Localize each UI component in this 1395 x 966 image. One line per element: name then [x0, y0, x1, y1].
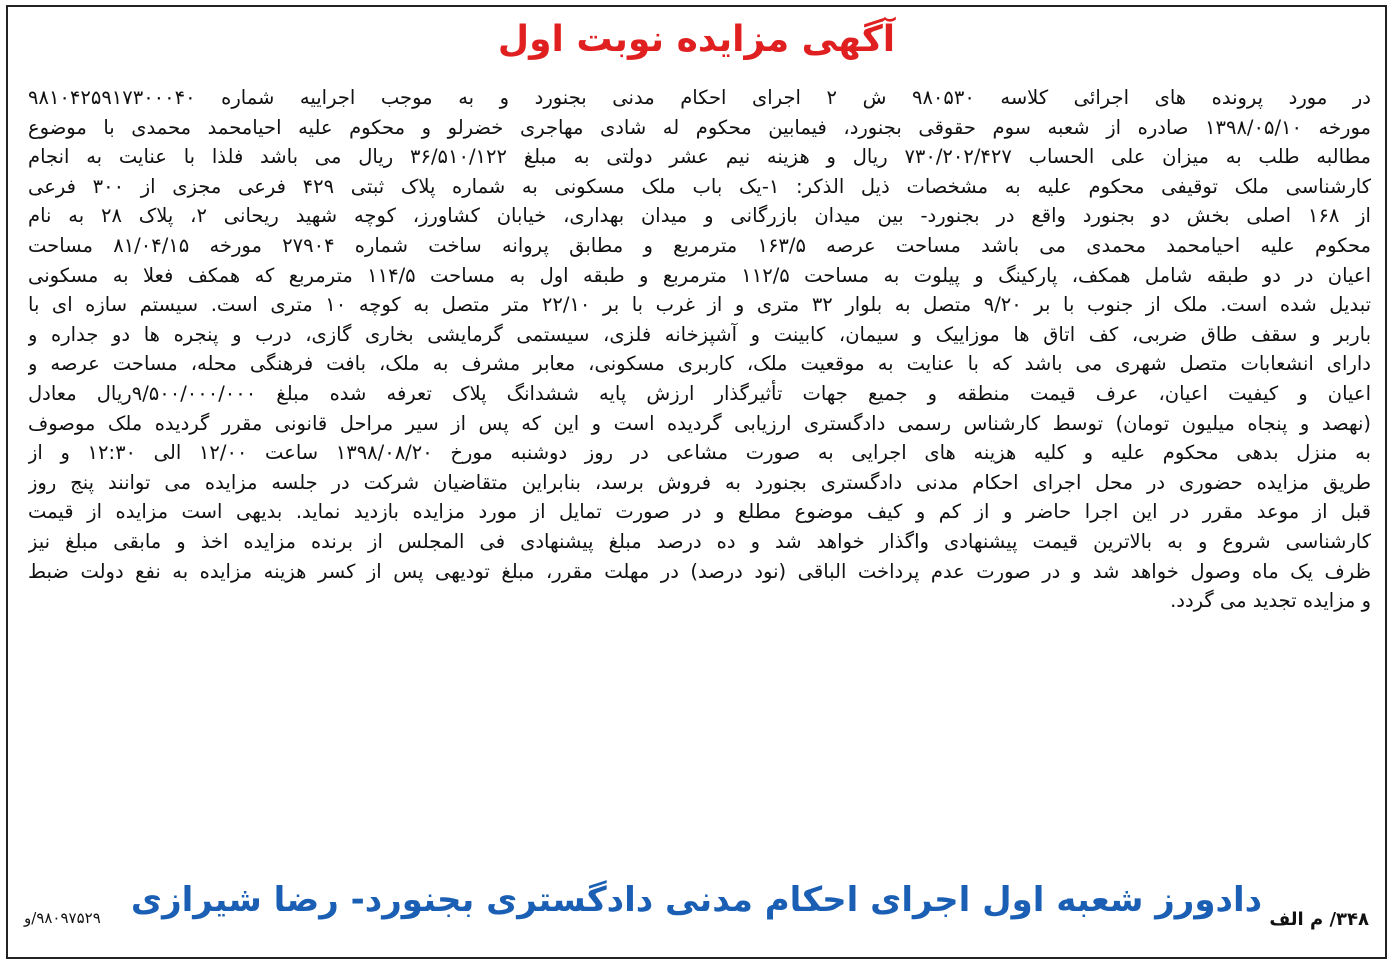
body-line: مورخه ۱۳۹۸/۰۵/۱۰ صادره از شعبه سوم حقوقی بجنورد، فیمابین محکوم له شادی مهاجری خضرلو و محکوم علیه احیامحمد محمدی با موضوع	[28, 115, 1371, 139]
body-line: اعیان و کیفیت اعیان، عرف قیمت منطقه و جمیع جهات تأثیرگذار ارزش پایه ششدانگ پلاک تعرفه شده مبلغ ۹/۵۰۰/۰۰۰/۰۰۰ریال معادل	[28, 381, 1371, 405]
body-line: مطالبه طلب به میزان علی الحساب ۷۳۰/۲۰۲/۴۲۷ ریال و هزینه نیم عشر دولتی به مبلغ ۳۶/۵۱۰/۱۲۲ ریال می باشد فلذا با عنایت به انجام	[28, 145, 1371, 169]
auction-notice	[6, 5, 1387, 959]
body-line: تبدیل شده است. ملک از جنوب با بر ۹/۲۰ متصل به بلوار ۳۲ متری و از غرب با بر ۲۲/۱۰ متر متصل به کوچه ۱۰ متری است. سیستم سازه ای با	[28, 293, 1371, 317]
body-line: به منزل بدهی محکوم علیه و کلیه هزینه های اجرایی به صورت مشاعی در روز دوشنبه مورخ ۱۳۹۸/۰۸/۲۰ ساعت ۱۲/۰۰ الی ۱۲:۳۰ و از	[28, 441, 1371, 465]
body-line: دارای انشعابات متصل شهری می باشد که با عنایت به موقعیت ملک، کاربری مسکونی، معابر مشرف به ملک، بافت فرهنگی محله، مساحت عرصه و	[28, 352, 1371, 376]
body-line: کارشناسی شروع و به بالاترین قیمت پیشنهادی واگذار خواهد شد و ده درصد مبلغ پیشنهادی فی المجلس از برنده مزایده اخذ و مابقی مبلغ نیز	[28, 529, 1371, 553]
body-line: ظرف یک ماه وصول خواهد شد و در صورت عدم پرداخت الباقی (نود درصد) در مهلت مقرر، مبلغ تودیهی پس از کسر هزینه مزایده به نفع دولت ضبط	[28, 559, 1371, 583]
body-line: از ۱۶۸ اصلی بخش دو بجنورد واقع در بجنورد- بین میدان بازرگانی و میدان بهداری، خیابان کشاورز، کوچه شهید ریحانی ۲، پلاک ۲۸ به نام	[28, 204, 1371, 228]
reference-number: ۳۴۸/ م الف	[1269, 909, 1369, 930]
body-line: باربر و سقف طاق ضربی، کف اتاق ها موزاییک و سیمان، کابینت و آشپزخانه فلزی، سیستمی گرمایشی بخاری گازی، درب و پنجره ها دو جداره و	[28, 322, 1371, 346]
notice-body	[28, 83, 1371, 616]
print-code: ۹۸۰۹۷۵۲۹/و	[24, 909, 101, 927]
body-line: و مزایده تجدید می گردد.	[1170, 589, 1371, 613]
body-line: قبل از موعد مقرر در این اجرا حاضر و از کم و کیف موضوع مطلع و در صورت تمایل از مورد مزایده بازدید نماید. بدیهی است مزایده از قیمت	[28, 500, 1371, 524]
body-line: محکوم علیه احیامحمد محمدی می باشد مساحت عرصه ۱۶۳/۵ مترمربع و مطابق پروانه ساخت شماره ۲۷۹۰۴ مورخه ۸۱/۰۴/۱۵ مساحت	[28, 233, 1371, 257]
body-line: طریق مزایده حضوری در محل اجرای احکام مدنی دادگستری بجنورد به فروش برسد، بنابراین متقاضیان شرکت در جلسه مزایده می توانند پنج روز	[28, 470, 1371, 494]
body-line: کارشناسی ملک توقیفی محکوم علیه به مشخصات ذیل الذکر: ۱-یک باب ملک مسکونی به شماره پلاک ثبتی ۴۲۹ فرعی مجزی از ۳۰۰ فرعی	[28, 174, 1371, 198]
signature: دادورز شعبه اول اجرای احکام مدنی دادگستری بجنورد- رضا شیرازی	[130, 880, 1263, 920]
body-line: (نهصد و پنجاه میلیون تومان) توسط کارشناس رسمی دادگستری ارزیابی گردیده است و این که پس از سیر مراحل قانونی مقرر گردیده ملک موصوف	[28, 411, 1371, 435]
notice-title: آگهی مزایده نوبت اول	[497, 19, 896, 60]
body-line: در مورد پرونده های اجرائی کلاسه ۹۸۰۵۳۰ ش ۲ اجرای احکام مدنی بجنورد و به موجب اجراییه شماره ۹۸۱۰۴۲۵۹۱۷۳۰۰۰۴۰	[28, 86, 1371, 109]
body-line: اعیان در دو طبقه شامل همکف، پارکینگ و پیلوت به مساحت ۱۱۲/۵ مترمربع و طبقه اول به مساحت ۱۱۴/۵ مترمربع که همکف فعلا به مسکونی	[28, 263, 1371, 287]
